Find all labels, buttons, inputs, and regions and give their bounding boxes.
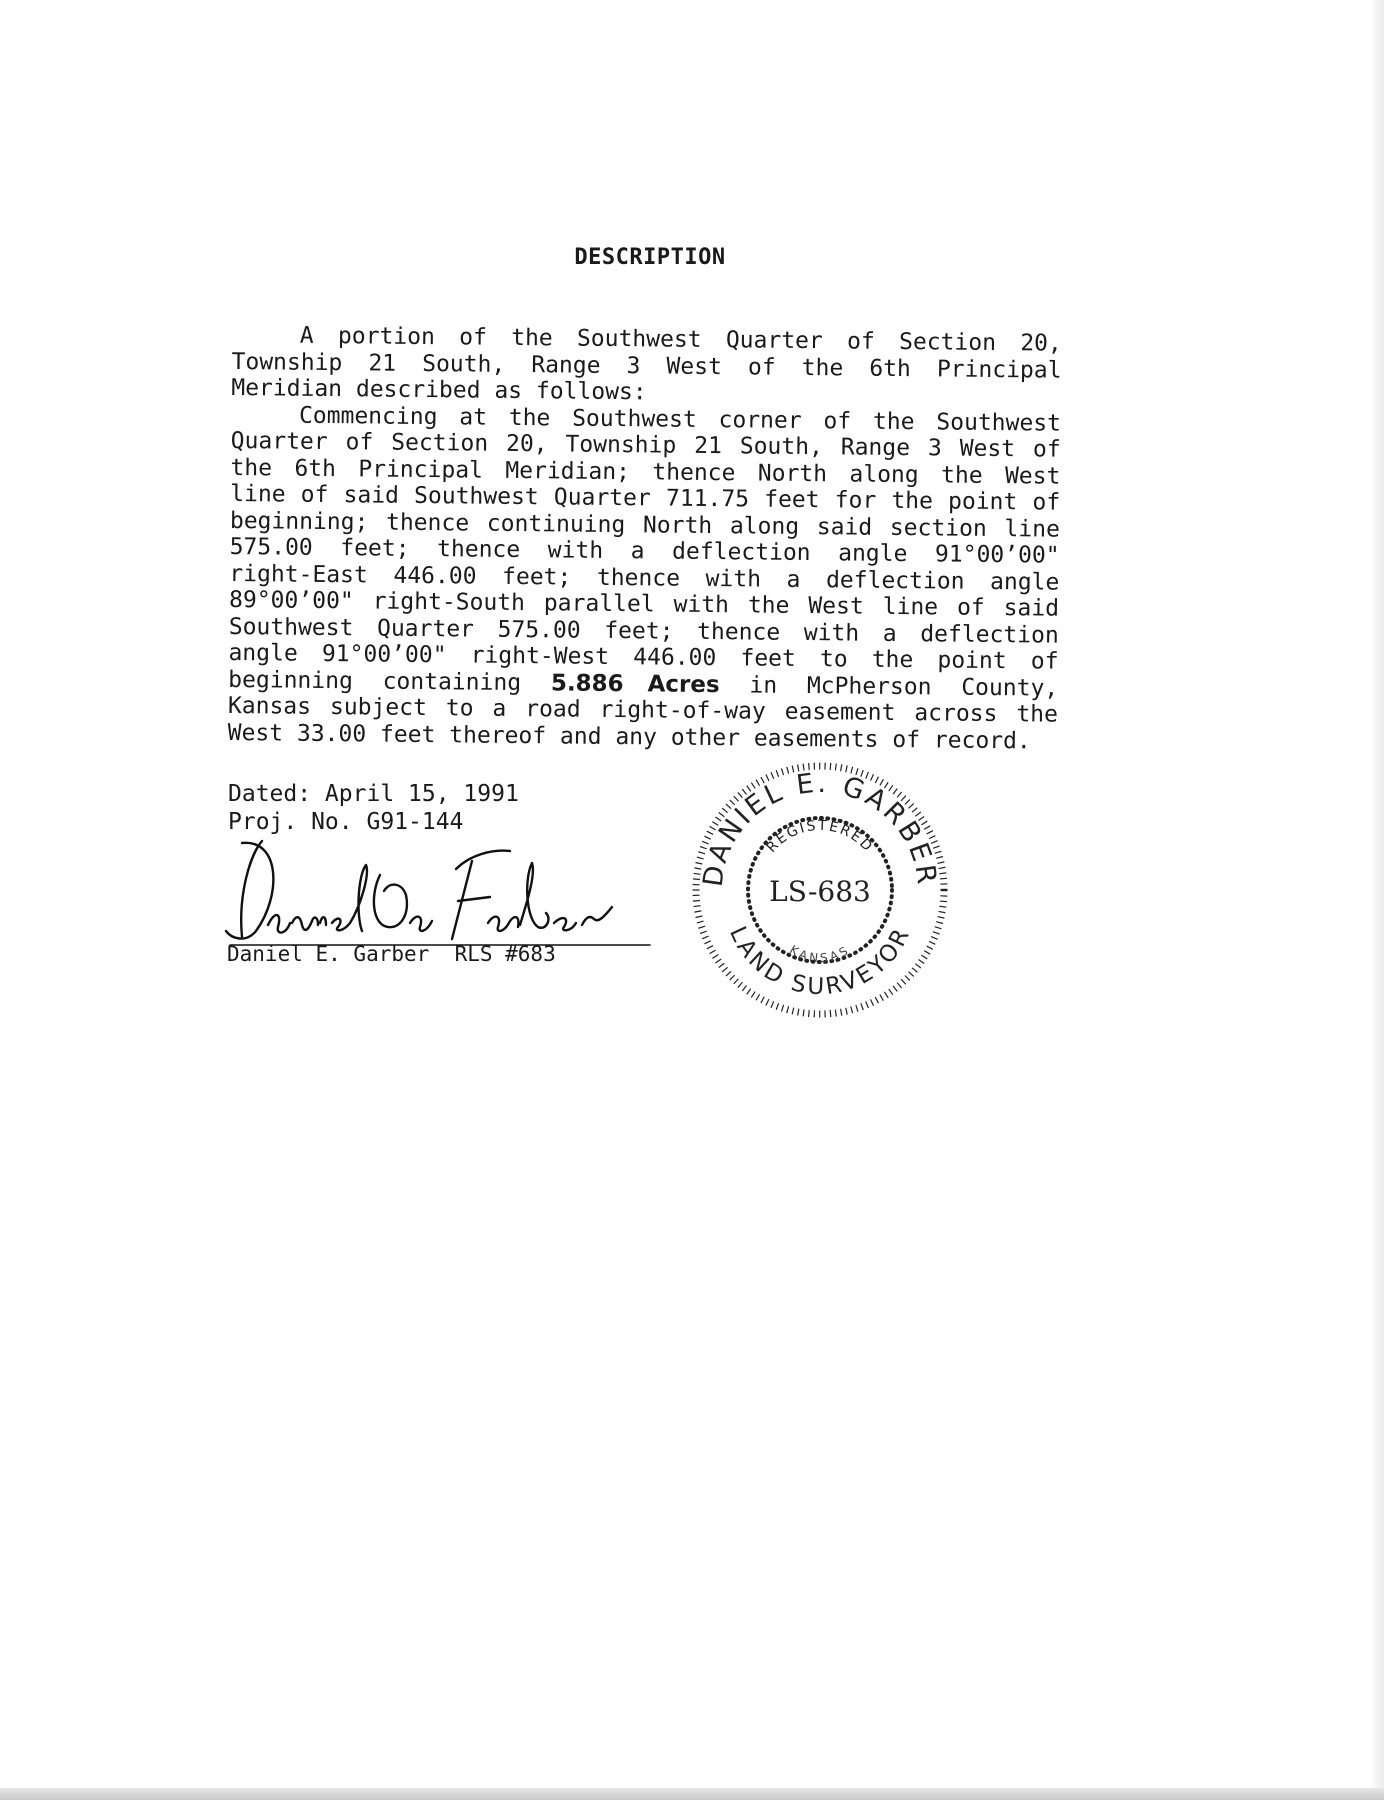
seal-license-number: LS-683	[769, 875, 871, 908]
svg-text:REGISTERED	[764, 818, 877, 856]
svg-text:KANSAS	[787, 942, 853, 965]
metes-bounds-text: Commencing at the Southwest corner of the Southwest Quarter of Section 20, Township 21 South, Range 3 West of the 6th Principal Meridian; thence North along the West line of said Southwest Quarter 711.75 feet for the point of beginning; thence continuing North along said section line 575.00 feet; thence with a deflection angle 91°00’00" right-East 446.00 feet; thence with a deflection angle 89°00’00" right-South parallel with the West line of said Southwest Quarter 575.00 feet; thence with a deflection angle 91°00’00" right-West 446.00 feet to the point of beginning containing	[228, 402, 1062, 696]
signature-caption: Daniel E. Garber RLS #683	[227, 942, 556, 966]
legal-description	[228, 322, 1062, 755]
intro-paragraph: A portion of the Southwest Quarter of Section 20, Township 21 South, Range 3 West of the 6th Principal Meridian described as follows:	[231, 322, 1062, 406]
seal-name: DANIEL E. GARBER	[697, 767, 943, 889]
acreage: 5.886 Acres	[550, 669, 720, 698]
metes-bounds-paragraph	[228, 401, 1062, 754]
document-meta	[228, 780, 519, 836]
dated-line: Dated: April 15, 1991	[228, 781, 519, 807]
signature-image	[220, 835, 660, 955]
page-edge-shadow	[1372, 0, 1384, 1800]
seal-title: LAND SURVEYOR	[724, 922, 916, 1001]
scan-edge	[0, 1788, 1384, 1800]
seal-registered: REGISTERED	[763, 817, 877, 856]
project-number: Proj. No. G91-144	[228, 809, 464, 835]
easement-text: in McPherson County, Kansas subject to a road right-of-way easement across the West 33.00 feet thereof and any other easements of record.	[227, 671, 1059, 754]
document-title: DESCRIPTION	[574, 245, 726, 270]
seal-state: KANSAS	[787, 942, 853, 966]
